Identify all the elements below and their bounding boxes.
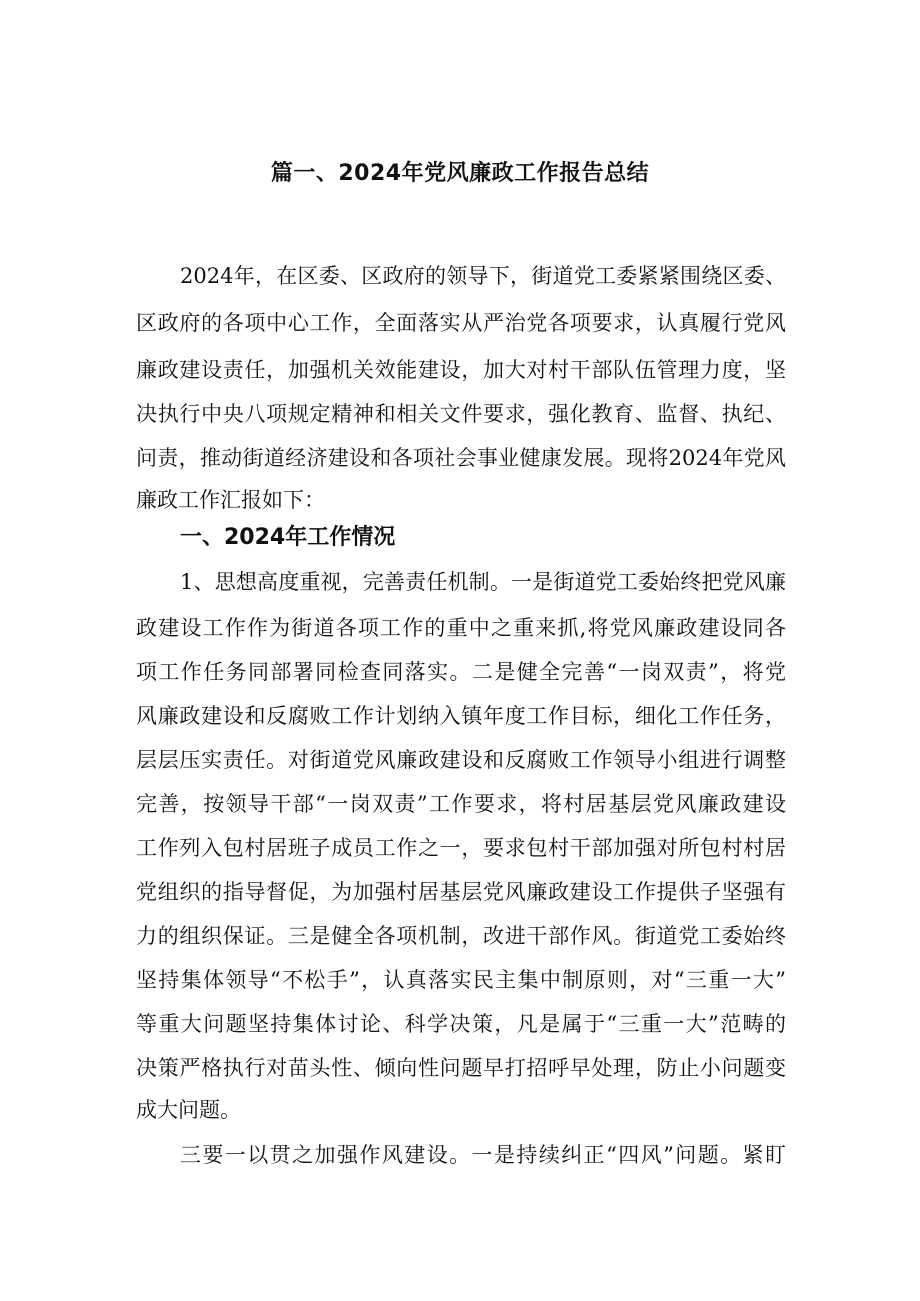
paragraph-2-line-6: 完善，按领导干部“一岗双责”工作要求，将村居基层党风廉政建设 — [136, 792, 786, 816]
paragraph-2-line-12: 决策严格执行对苗头性、倾向性问题早打招呼早处理，防止小问题变 — [136, 1056, 786, 1080]
paragraph-2-line-8: 党组织的指导督促，为加强村居基层党风廉政建设工作提供子坚强有 — [136, 880, 786, 904]
paragraph-2-line-4: 风廉政建设和反腐败工作计划纳入镇年度工作目标，细化工作任务， — [136, 704, 786, 728]
paragraph-2-line-1: 1、思想高度重视，完善责任机制。一是街道党工委始终把党风廉 — [180, 570, 786, 594]
paragraph-1-line-1: 2024年，在区委、区政府的领导下，街道党工委紧紧围绕区委、 — [180, 264, 786, 288]
paragraph-1-line-5: 问责，推动街道经济建设和各项社会事业健康发展。现将2024年党风 — [136, 446, 786, 470]
paragraph-2-line-13: 成大问题。 — [136, 1098, 241, 1122]
paragraph-2-line-2: 政建设工作作为街道各项工作的重中之重来抓,将党风廉政建设同各 — [136, 616, 786, 640]
paragraph-2-line-5: 层层压实责任。对街道党风廉政建设和反腐败工作领导小组进行调整 — [136, 748, 786, 772]
paragraph-2-line-9: 力的组织保证。三是健全各项机制，改进干部作风。街道党工委始终 — [136, 924, 786, 948]
paragraph-1-line-2: 区政府的各项中心工作，全面落实从严治党各项要求，认真履行党风 — [136, 311, 786, 335]
paragraph-2-line-3: 项工作任务同部署同检查同落实。二是健全完善“一岗双责”，将党 — [136, 660, 786, 684]
paragraph-3-line-1: 三要一以贯之加强作风建设。一是持续纠正“四风”问题。紧盯 — [180, 1143, 786, 1167]
paragraph-1-line-4: 决执行中央八项规定精神和相关文件要求，强化教育、监督、执纪、 — [136, 402, 786, 426]
paragraph-2-line-10: 坚持集体领导“不松手”，认真落实民主集中制原则，对“三重一大” — [136, 968, 786, 992]
paragraph-2-line-11: 等重大问题坚持集体讨论、科学决策，凡是属于“三重一大”范畴的 — [136, 1012, 786, 1036]
paragraph-2-line-7: 工作列入包村居班子成员工作之一，要求包村干部加强对所包村村居 — [136, 836, 786, 860]
section-heading-1: 一、2024年工作情况 — [180, 525, 396, 550]
paragraph-1-line-6: 廉政工作汇报如下： — [136, 488, 325, 512]
document-title: 篇一、2024年党风廉政工作报告总结 — [270, 161, 650, 186]
paragraph-1-line-3: 廉政建设责任，加强机关效能建设，加大对村干部队伍管理力度，坚 — [136, 358, 786, 382]
